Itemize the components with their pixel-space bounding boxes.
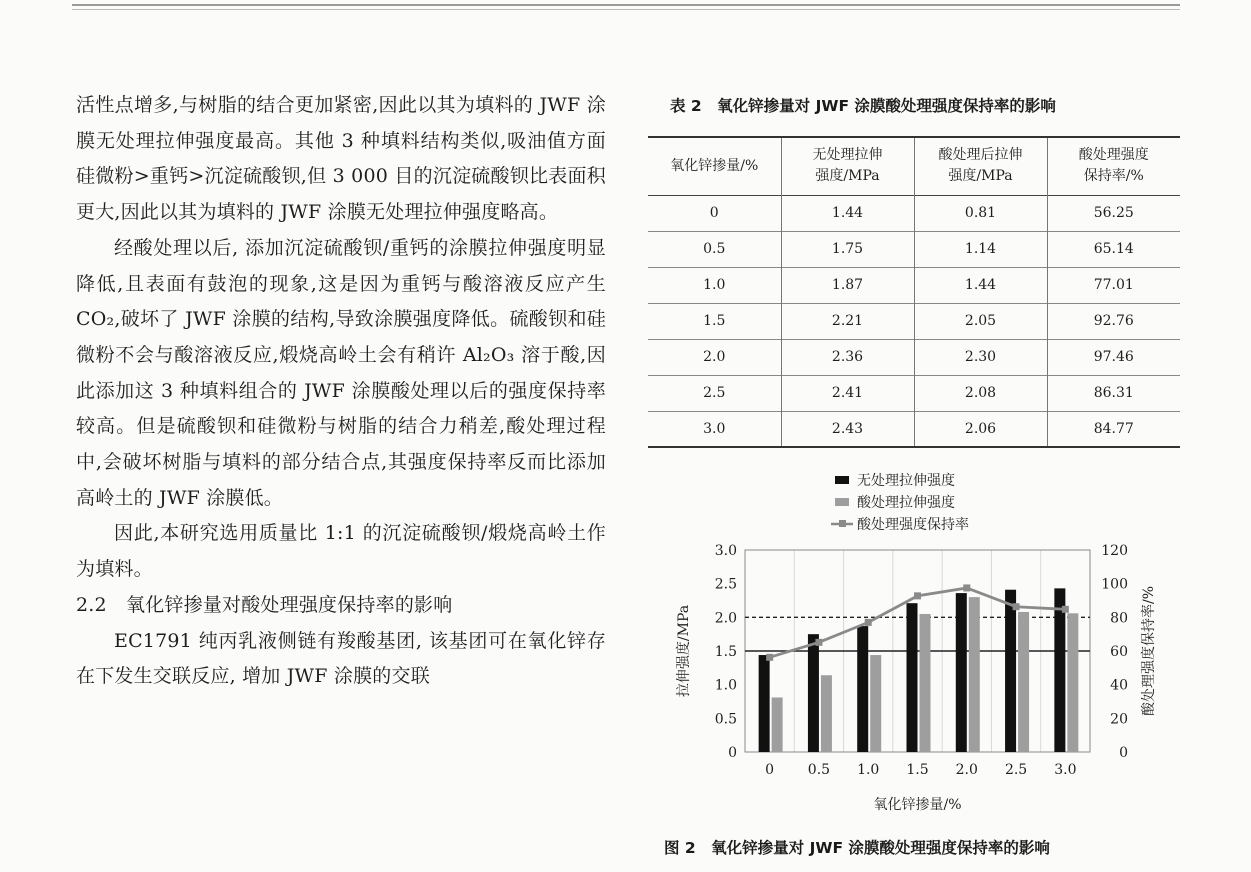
header-cell: 酸处理强度 保持率/%	[1047, 137, 1180, 195]
y-axis-label: 拉伸强度/MPa	[676, 604, 692, 698]
table-row	[648, 231, 1180, 267]
chart	[660, 462, 1200, 822]
bar	[808, 634, 819, 752]
x-tick-label: 1.0	[857, 762, 880, 778]
table-row	[648, 339, 1180, 375]
table-cell: 2.21	[781, 303, 914, 339]
table-cell: 1.75	[781, 231, 914, 267]
x-tick-label: 1.5	[906, 762, 929, 778]
table-row	[648, 267, 1180, 303]
paragraph-1: 活性点增多,与树脂的结合更加紧密,因此以其为填料的 JWF 涂膜无处理拉伸强度最高。其他 3 种填料结构类似,吸油值方面硅微粉>重钙>沉淀硫酸钡,但 3 000 目的沉淀硫酸钡比表面积更大,因此以其为填料的 JWF 涂膜无处理拉伸强度略高。	[76, 94, 606, 224]
bar	[920, 614, 931, 752]
table-cell: 2.5	[703, 385, 726, 401]
bar	[759, 655, 770, 752]
table-cell: 77.01	[1047, 267, 1180, 303]
bar	[857, 626, 868, 752]
x-tick-label: 2.5	[1004, 762, 1028, 778]
y-tick-label: 1.0	[714, 677, 737, 694]
table-cell: 1.0	[703, 277, 726, 293]
bar	[1005, 590, 1016, 752]
table-cell: 92.76	[1047, 303, 1180, 339]
table-header-row	[648, 137, 1180, 195]
line-point	[766, 654, 773, 661]
legend-label: 酸处理拉伸强度	[857, 495, 955, 511]
table-cell: 3.0	[703, 420, 726, 437]
bar	[1018, 612, 1029, 752]
y2-tick-label: 0	[1119, 745, 1128, 761]
legend-swatch	[835, 498, 849, 506]
line-point	[865, 619, 872, 626]
line-point	[914, 592, 921, 599]
legend-marker	[839, 520, 846, 527]
legend-label: 酸处理强度保持率	[857, 517, 969, 533]
data-table	[648, 136, 1180, 448]
paragraph-3: 因此,本研究选用质量比 1:1 的沉淀硫酸钡/煅烧高岭土作为填料。	[76, 522, 606, 581]
table-cell: 2.43	[781, 411, 914, 447]
y-tick-label: 1.5	[714, 644, 737, 660]
y2-tick-label: 100	[1101, 576, 1128, 593]
table-cell: 2.30	[914, 339, 1047, 375]
line-point	[1062, 606, 1069, 613]
table-cell: 84.77	[1047, 411, 1180, 447]
header-cell: 酸处理后拉伸 强度/MPa	[914, 137, 1047, 195]
table-cell: 1.14	[914, 231, 1047, 267]
bar	[870, 655, 881, 752]
table-cell: 0	[709, 205, 719, 221]
y-tick-label: 0.5	[714, 711, 737, 728]
table-cell: 1.44	[781, 195, 914, 231]
table-cell: 1.5	[703, 313, 726, 329]
table-cell: 1.87	[781, 267, 914, 303]
paragraph-2: 经酸处理以后, 添加沉淀硫酸钡/重钙的涂膜拉伸强度明显降低,且表面有鼓泡的现象,这是因为重钙与酸溶液反应产生 CO₂,破坏了 JWF 涂膜的结构,导致涂膜强度降低。硫酸钡和硅微粉不会与酸溶液反应,煅烧高岭土会有稍许 Al₂O₃ 溶于酸,因此添加这 3 种填料组合的 JWF 涂膜酸处理以后的强度保持率较高。但是硫酸钡和硅微粉与树脂的结合力稍差,酸处理过程中,会破坏树脂与填料的部分结合点,其强度保持率反而比添加高岭土的 JWF 涂膜低。	[76, 236, 606, 509]
table-cell: 2.41	[781, 375, 914, 411]
y2-tick-label: 120	[1101, 543, 1128, 559]
table-cell: 97.46	[1047, 339, 1180, 375]
chart-svg	[660, 462, 1200, 822]
table-cell: 2.08	[914, 375, 1047, 411]
table-cell: 2.36	[781, 339, 914, 375]
body-text	[76, 88, 606, 695]
table-cell: 0.5	[703, 241, 726, 257]
table-row	[648, 375, 1180, 411]
table-row	[648, 303, 1180, 339]
line-point	[815, 639, 822, 646]
y-tick-label: 2.0	[714, 610, 737, 627]
table-cell: 2.0	[703, 349, 726, 365]
section-heading: 2.2 氧化锌掺量对酸处理强度保持率的影响	[76, 593, 453, 616]
table-cell: 2.05	[914, 303, 1047, 339]
y2-tick-label: 40	[1110, 677, 1128, 694]
paragraph-4: EC1791 纯丙乳液侧链有羧酸基团, 该基团可在氧化锌存在下发生交联反应, 增加 JWF 涂膜的交联	[76, 629, 606, 688]
header-cell: 无处理拉伸 强度/MPa	[781, 137, 914, 195]
bar	[1054, 588, 1065, 752]
line-point	[1013, 603, 1020, 610]
table-row	[648, 195, 1180, 231]
header-cell: 氧化锌掺量/%	[670, 157, 759, 174]
y-tick-label: 0	[728, 745, 737, 761]
table-cell: 86.31	[1047, 375, 1180, 411]
bar	[772, 697, 783, 752]
table-cell: 2.06	[914, 411, 1047, 447]
bar	[969, 597, 980, 752]
y-tick-label: 3.0	[714, 543, 737, 559]
legend-swatch	[835, 476, 849, 484]
y2-tick-label: 20	[1110, 711, 1128, 728]
x-tick-label: 0	[765, 762, 775, 778]
bar	[956, 593, 967, 752]
table-cell: 56.25	[1047, 195, 1180, 231]
table-caption: 表 2 氧化锌掺量对 JWF 涂膜酸处理强度保持率的影响	[670, 97, 1056, 115]
table-cell: 1.44	[914, 267, 1047, 303]
y2-tick-label: 80	[1110, 610, 1128, 627]
table-row	[648, 411, 1180, 447]
x-tick-label: 2.0	[955, 762, 978, 778]
line-point	[963, 584, 970, 591]
bar	[1067, 613, 1078, 752]
figure-caption: 图 2 氧化锌掺量对 JWF 涂膜酸处理强度保持率的影响	[664, 839, 1050, 857]
y2-axis-label: 酸处理强度保持率/%	[1141, 585, 1157, 717]
x-tick-label: 0.5	[807, 762, 831, 778]
x-axis-label: 氧化锌掺量/%	[873, 797, 962, 813]
table-cell: 0.81	[914, 195, 1047, 231]
bar	[821, 675, 832, 752]
y-tick-label: 2.5	[714, 576, 737, 593]
x-tick-label: 3.0	[1054, 762, 1077, 778]
top-rule	[72, 4, 1180, 10]
bar	[907, 603, 918, 752]
table-cell: 65.14	[1047, 231, 1180, 267]
legend-label: 无处理拉伸强度	[857, 473, 955, 489]
y2-tick-label: 60	[1110, 644, 1128, 660]
